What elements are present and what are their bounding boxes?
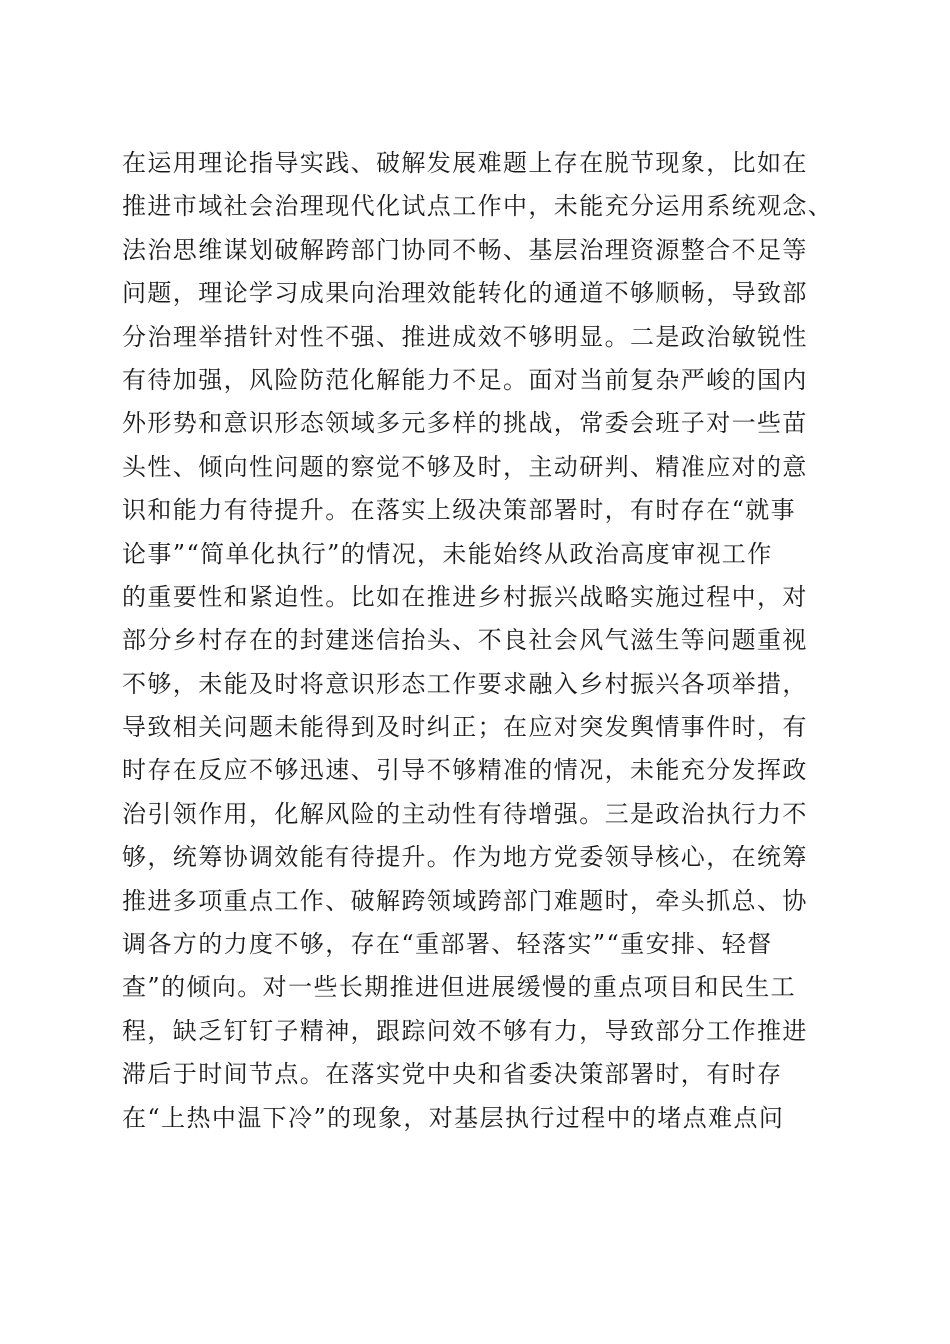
text-line: 头性、倾向性问题的察觉不够及时，主动研判、精准应对的意 xyxy=(122,452,808,481)
text-line: 在运用理论指导实践、破解发展难题上存在脱节现象，比如在 xyxy=(122,149,808,177)
text-line: 的重要性和紧迫性。比如在推进乡村振兴战略实施过程中，对 xyxy=(122,582,808,611)
text-line: 推进多项重点工作、破解跨领域跨部门难题时，牵头抓总、协 xyxy=(122,886,808,915)
text-line: 法治思维谋划破解跨部门协同不畅、基层治理资源整合不足等 xyxy=(122,235,808,264)
text-line: 识和能力有待提升。在落实上级决策部署时，有时存在“就事 xyxy=(122,496,797,525)
text-line: 外形势和意识形态领域多元多样的挑战，常委会班子对一些苗 xyxy=(122,409,808,438)
text-line: 问题，理论学习成果向治理效能转化的通道不够顺畅，导致部 xyxy=(122,279,808,308)
text-line: 治引领作用，化解风险的主动性有待增强。三是政治执行力不 xyxy=(122,799,808,828)
text-line: 推进市域社会治理现代化试点工作中，未能充分运用系统观念、 xyxy=(122,192,834,221)
text-line: 时存在反应不够迅速、引导不够精准的情况，未能充分发挥政 xyxy=(122,756,808,785)
text-line: 分治理举措针对性不强、推进成效不够明显。二是政治敏锐性 xyxy=(122,322,808,351)
text-line: 调各方的力度不够，存在“重部署、轻落实”“重安排、轻督 xyxy=(122,930,773,959)
text-line: 不够，未能及时将意识形态工作要求融入乡村振兴各项举措， xyxy=(122,669,808,698)
body-text xyxy=(122,142,834,1140)
text-line: 滞后于时间节点。在落实党中央和省委决策部署时，有时存 xyxy=(122,1060,783,1089)
text-line: 部分乡村存在的封建迷信抬头、不良社会风气滋生等问题重视 xyxy=(122,626,808,655)
text-line: 够，统筹协调效能有待提升。作为地方党委领导核心，在统筹 xyxy=(122,843,808,872)
text-line: 论事”“简单化执行”的情况，未能始终从政治高度审视工作 xyxy=(122,539,773,568)
text-line: 导致相关问题未能得到及时纠正；在应对突发舆情事件时，有 xyxy=(122,713,808,742)
text-line: 有待加强，风险防范化解能力不足。面对当前复杂严峻的国内 xyxy=(122,365,808,394)
text-line: 在“上热中温下冷”的现象，对基层执行过程中的堵点难点问 xyxy=(122,1103,785,1132)
text-line: 查”的倾向。对一些长期推进但进展缓慢的重点项目和民生工 xyxy=(122,973,797,1002)
text-line: 程，缺乏钉钉子精神，跟踪问效不够有力，导致部分工作推进 xyxy=(122,1016,808,1045)
